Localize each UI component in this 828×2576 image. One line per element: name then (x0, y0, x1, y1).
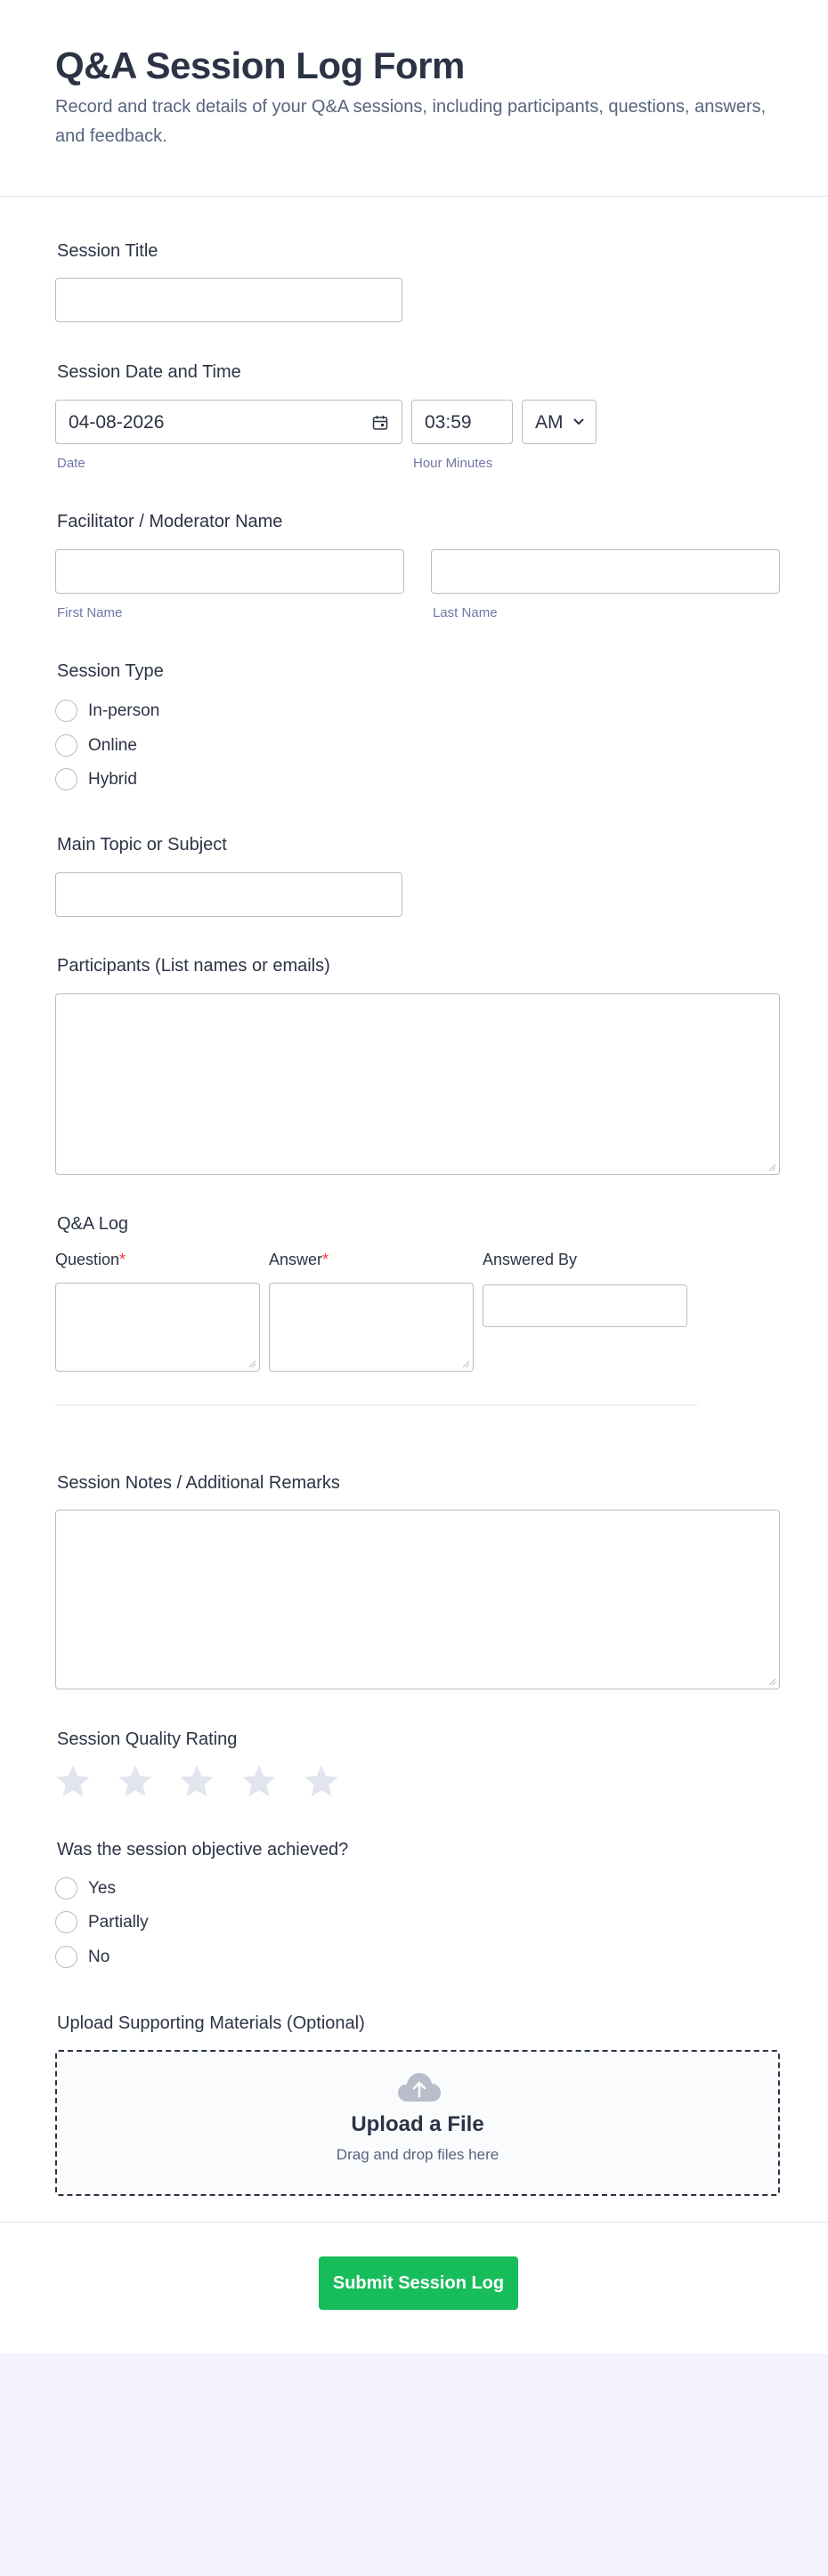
time-sublabel: Hour Minutes (413, 456, 493, 471)
answer-label-text: Answer (269, 1251, 323, 1268)
radio-label: In-person (88, 701, 160, 720)
rating-label: Session Quality Rating (57, 1729, 238, 1749)
resize-handle-icon[interactable] (767, 1677, 776, 1686)
star-icon[interactable] (178, 1762, 215, 1800)
answered-by-column-label: Answered By (483, 1251, 578, 1268)
session-datetime-label: Session Date and Time (57, 362, 241, 382)
star-icon[interactable] (240, 1762, 278, 1800)
facilitator-label: Facilitator / Moderator Name (57, 512, 283, 531)
ampm-value: AM (535, 412, 564, 433)
answer-textarea[interactable] (269, 1283, 474, 1372)
session-type-label: Session Type (57, 661, 164, 681)
radio-button[interactable] (55, 734, 77, 757)
form-title: Q&A Session Log Form (55, 45, 465, 86)
upload-hint: Drag and drop files here (336, 2146, 499, 2163)
notes-textarea[interactable] (55, 1510, 780, 1689)
date-sublabel: Date (57, 456, 85, 471)
radio-label: Online (88, 736, 137, 755)
resize-handle-icon[interactable] (248, 1359, 256, 1368)
time-value: 03:59 (425, 412, 472, 433)
radio-button[interactable] (55, 700, 77, 722)
ampm-select[interactable] (522, 400, 597, 444)
objective-label: Was the session objective achieved? (57, 1840, 349, 1859)
upload-label: Upload Supporting Materials (Optional) (57, 2013, 365, 2033)
question-label-text: Question (55, 1251, 120, 1268)
date-value: 04-08-2026 (69, 412, 165, 433)
upload-title: Upload a File (351, 2112, 484, 2136)
radio-label: Yes (88, 1879, 116, 1898)
calendar-icon[interactable] (371, 414, 389, 432)
answer-column-label (269, 1251, 329, 1269)
notes-label: Session Notes / Additional Remarks (57, 1473, 340, 1493)
question-column-label (55, 1251, 126, 1269)
required-mark: * (119, 1251, 126, 1268)
star-icon[interactable] (303, 1762, 340, 1800)
time-input[interactable] (411, 400, 513, 444)
radio-button[interactable] (55, 1877, 77, 1900)
session-title-input[interactable] (55, 278, 402, 322)
radio-label: Hybrid (88, 770, 137, 789)
resize-handle-icon[interactable] (461, 1359, 470, 1368)
first-name-sublabel: First Name (57, 605, 123, 620)
main-topic-input[interactable] (55, 872, 402, 917)
answered-by-input[interactable] (483, 1284, 687, 1327)
cloud-upload-icon (397, 2071, 442, 2103)
participants-label: Participants (List names or emails) (57, 956, 330, 976)
radio-button[interactable] (55, 1946, 77, 1968)
radio-button[interactable] (55, 1911, 77, 1933)
resize-handle-icon[interactable] (767, 1162, 776, 1171)
form-header (0, 0, 828, 197)
first-name-input[interactable] (55, 549, 404, 594)
star-icon[interactable] (54, 1762, 92, 1800)
required-mark: * (322, 1251, 329, 1268)
star-icon[interactable] (117, 1762, 154, 1800)
footer-divider (0, 2222, 828, 2223)
radio-button[interactable] (55, 768, 77, 790)
radio-label: No (88, 1948, 110, 1966)
last-name-input[interactable] (431, 549, 780, 594)
qa-log-label: Q&A Log (57, 1214, 129, 1234)
participants-textarea[interactable] (55, 993, 780, 1175)
main-topic-label: Main Topic or Subject (57, 835, 227, 855)
date-input[interactable] (55, 400, 402, 444)
form-subtitle: Record and track details of your Q&A sessions, including participants, questions, answers, and feedback. (55, 97, 767, 146)
question-textarea[interactable] (55, 1283, 260, 1372)
upload-dropzone[interactable] (55, 2050, 780, 2196)
last-name-sublabel: Last Name (433, 605, 498, 620)
session-title-label: Session Title (57, 241, 158, 261)
submit-button[interactable]: Submit Session Log (319, 2256, 518, 2310)
radio-label: Partially (88, 1913, 149, 1932)
chevron-down-icon (572, 417, 585, 426)
